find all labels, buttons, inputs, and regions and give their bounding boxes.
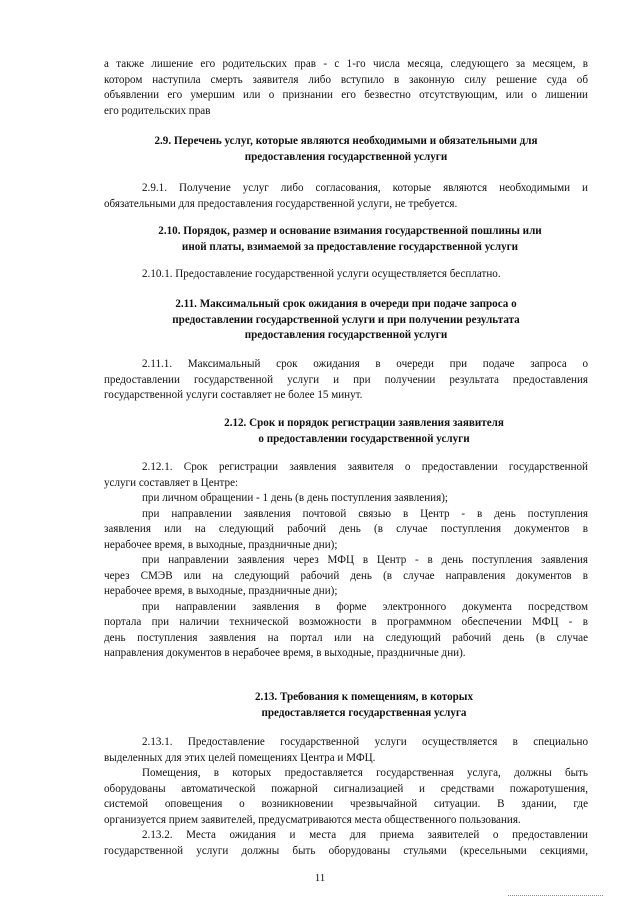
text-line: направления документов в нерабочее время, в выходные, праздничные дни). <box>104 647 466 659</box>
text-line: при направлении заявления почтовой связью в Центр - в день поступления <box>142 507 588 520</box>
text-line: обязательными для предоставления государственной услуги, не требуется. <box>104 197 458 210</box>
paragraph-2-11-1 <box>104 357 588 404</box>
text-line: выделенных для этих целей помещениях Центра и МФЦ. <box>104 751 376 764</box>
heading-line: предоставления государственной услуги <box>244 150 448 163</box>
text-line: объявлении его умершим или о признании его безвестно отсутствующим, или о лишении <box>104 89 588 101</box>
text-line: 2.9.1. Получение услуг либо согласования, которые являются необходимыми и <box>142 182 588 194</box>
text-line: его родительских прав <box>104 104 211 117</box>
heading-line: предоставления государственной услуги <box>244 329 448 341</box>
text-line: котором наступила смерть заявителя либо вступило в законную силу решение суда об <box>104 73 588 86</box>
text-line: нерабочее время, в выходные, праздничные дни); <box>104 585 338 597</box>
heading-line: 2.9. Перечень услуг, которые являются необходимыми и обязательными для <box>154 135 538 147</box>
section-2-9-heading <box>104 134 588 165</box>
section-2-12-heading <box>104 416 624 447</box>
heading-line: предоставляется государственная услуга <box>261 706 467 719</box>
text-line: государственной услуги должны быть оборудованы стульями (кресельными секциями, <box>104 844 588 857</box>
heading-line: предоставлении государственной услуги и при получении результата <box>172 313 520 326</box>
section-2-13-heading <box>104 690 624 721</box>
text-line: предоставлении государственной услуги и при получении результата предоставления <box>104 373 588 386</box>
paragraph-2-10-1 <box>104 267 588 283</box>
text-line: через СМЭВ или на следующий рабочий день (в случае направления документов в <box>104 569 588 582</box>
text-line: оборудованы автоматической пожарной сигнализацией и средствами пожаротушения, <box>104 782 588 795</box>
text-line: 2.10.1. Предоставление государственной услуги осуществляется бесплатно. <box>142 268 501 280</box>
text-line: 2.12.1. Срок регистрации заявления заявителя о предоставлении государственной <box>142 461 588 473</box>
text-line: 2.13.2. Места ожидания и места для приема заявителей о предоставлении <box>142 829 588 841</box>
text-line: Помещения, в которых предоставляется государственная услуга, должны быть <box>142 767 588 779</box>
text-line: портала при наличии технической возможности в программном обеспечении МФЦ - в <box>104 616 588 628</box>
text-line: государственной услуги составляет не более 15 минут. <box>104 389 363 401</box>
heading-line: о предоставлении государственной услуги <box>258 432 470 445</box>
heading-line: 2.10. Порядок, размер и основание взимания государственной пошлины или <box>158 225 542 237</box>
section-2-11-heading <box>104 297 588 344</box>
text-line: организуется прием заявителей, предусматриваются места общественного пользования. <box>104 813 521 826</box>
paragraph-2-9-1 <box>104 181 588 212</box>
text-line: заявления или на следующий рабочий день (в случае поступления документов в <box>104 523 588 535</box>
text-line: 2.11.1. Максимальный срок ожидания в очереди при подаче запроса о <box>142 358 588 370</box>
text-line: при направлении заявления в форме электронного документа посредством <box>142 600 588 613</box>
paragraph-2-12-1 <box>104 460 588 662</box>
text-line: нерабочее время, в выходные, праздничные дни); <box>104 538 338 551</box>
footer-divider <box>508 895 603 896</box>
text-line: а также лишение его родительских прав - с 1-го числа месяца, следующего за месяцем, в <box>104 58 588 70</box>
text-line: системой оповещения о возникновении чрезвычайной ситуации. В здании, где <box>104 798 588 810</box>
heading-line: иной платы, взимаемой за предоставление государственной услуги <box>181 240 519 253</box>
text-line: при направлении заявления через МФЦ в Центр - в день поступления заявления <box>142 554 588 566</box>
page-number: 11 <box>314 872 326 884</box>
heading-line: 2.12. Срок и порядок регистрации заявления заявителя <box>224 417 504 429</box>
text-line: день поступления заявления на портал или на следующий рабочий день (в случае <box>104 631 588 644</box>
heading-line: 2.11. Максимальный срок ожидания в очереди при подаче запроса о <box>175 298 517 310</box>
paragraph-2-13 <box>104 735 588 859</box>
text-line: 2.13.1. Предоставление государственной услуги осуществляется в специально <box>142 736 588 748</box>
text-line: услуги составляет в Центре: <box>104 476 239 489</box>
heading-line: 2.13. Требования к помещениям, в которых <box>255 691 473 703</box>
section-2-10-heading <box>108 224 592 255</box>
intro-paragraph <box>104 57 588 119</box>
text-line: при личном обращении - 1 день (в день поступления заявления); <box>142 492 448 504</box>
